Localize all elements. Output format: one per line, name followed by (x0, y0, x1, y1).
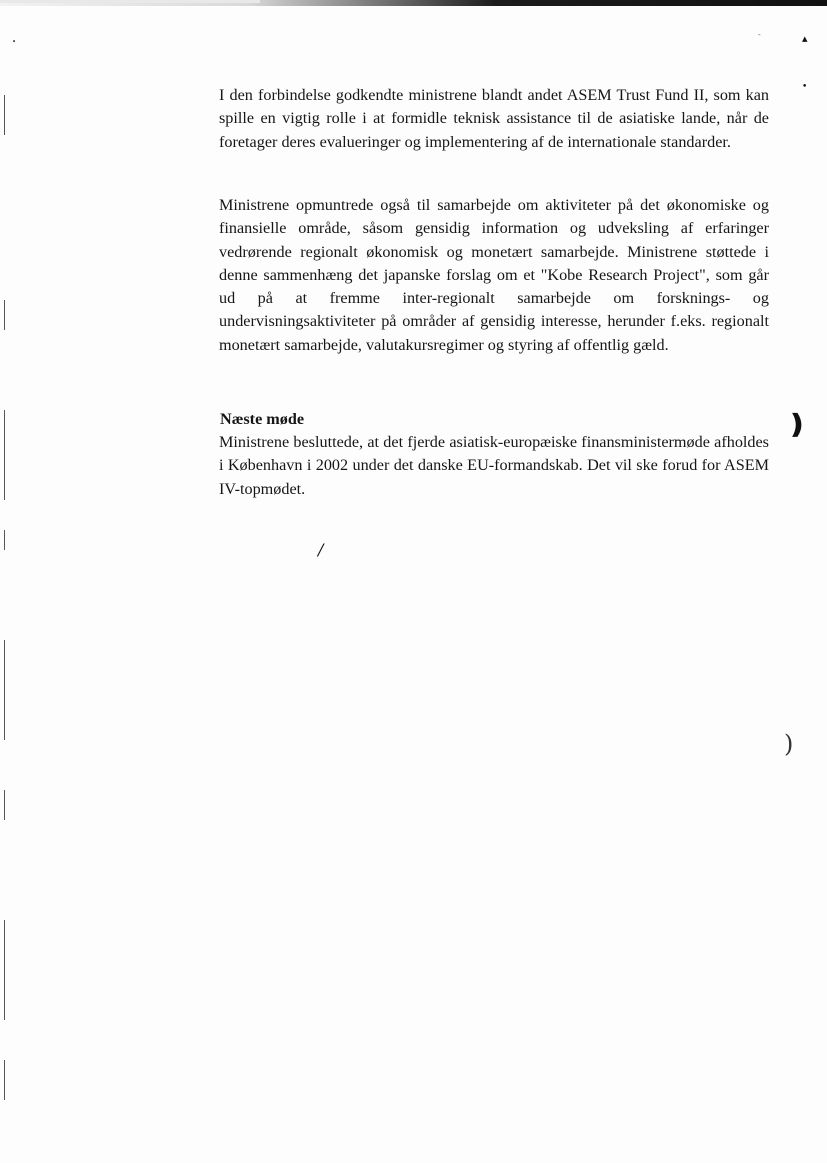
paragraph-text: Ministrene besluttede, at det fjerde asiatisk-europæiske finansministermøde afholdes i København i 2002 under det danske EU-formandskab. Det vil ske forud for ASEM IV-topmødet. (219, 433, 769, 498)
scan-left-margin-line (4, 300, 5, 330)
scan-speck: • (802, 82, 808, 92)
scan-left-margin-line (4, 790, 5, 820)
scan-tick: / (318, 540, 324, 559)
paragraph-cooperation (219, 194, 769, 357)
paragraph-next-meeting (219, 431, 769, 501)
scan-speck: • (12, 38, 17, 46)
scan-speck: ▴ (802, 32, 808, 45)
scan-left-margin-line (4, 410, 5, 500)
section-heading: Næste møde (220, 410, 305, 428)
scan-left-margin-line (4, 530, 5, 550)
scan-left-margin-line (4, 1060, 5, 1100)
scan-hole-mark: ) (784, 730, 794, 758)
scan-top-edge-light (0, 0, 260, 3)
scan-blot: ❫ (786, 410, 808, 440)
paragraph-trust-fund (219, 84, 769, 154)
paragraph-text: Ministrene opmuntrede også til samarbejde om aktiviteter på det økonomiske og finansielle område, såsom gensidig information og udveksling af erfaringer vedrørende regionalt økonomisk og monetært samarbejde. Ministrene støttede i denne sammenhæng det japanske forslag om et "Kobe Research Project", som går ud på at fremme inter-regionalt samarbejde om forsknings- og undervisningsaktiviteter på områder af gensidig interesse, herunder f.eks. regionalt monetært samarbejde, valutakursregimer og styring af offentlig gæld. (219, 196, 769, 354)
scan-left-margin-line (4, 95, 5, 135)
paragraph-text: I den forbindelse godkendte ministrene blandt andet ASEM Trust Fund II, som kan spille en vigtig rolle i at formidle teknisk assistance til de asiatiske lande, når de foretager deres evalueringer og implementering af de internationale standarder. (219, 86, 769, 151)
scan-left-margin-line (4, 920, 5, 1020)
scan-left-margin-line (4, 640, 5, 740)
scan-speck: - (758, 30, 761, 39)
